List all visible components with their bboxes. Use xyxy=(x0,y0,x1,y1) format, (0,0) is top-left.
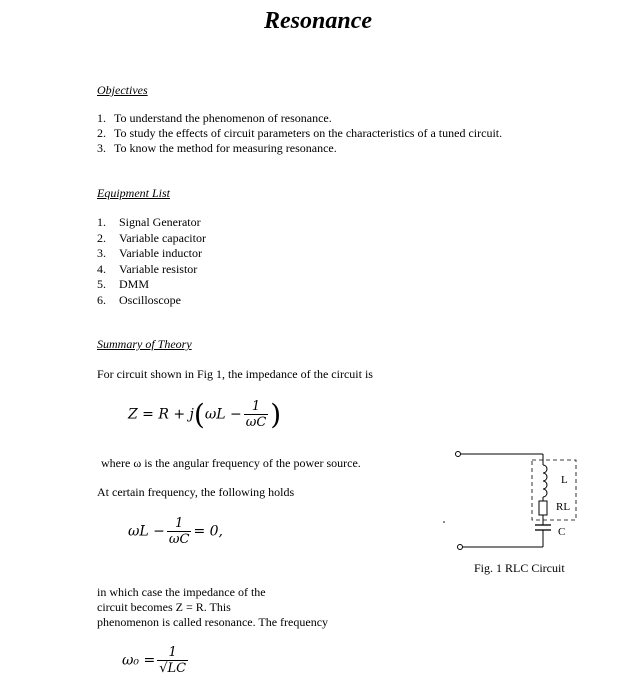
paragraph-line-3: phenomenon is called resonance. The frequency xyxy=(97,615,329,629)
list-item: 2. Variable capacitor xyxy=(97,230,206,245)
figure-caption: Fig. 1 RLC Circuit xyxy=(474,561,565,575)
terminal-top xyxy=(456,452,461,457)
label-c: C xyxy=(558,526,566,538)
paragraph-line-2: circuit becomes Z = R. This xyxy=(97,600,231,614)
rlc-circuit-diagram xyxy=(440,440,590,570)
theory-heading: Summary of Theory xyxy=(97,337,192,351)
list-item: 3. To know the method for measuring resonance. xyxy=(97,141,337,155)
resonant-frequency-equation: ω₀ = $\frac{1}{√LC}$ xyxy=(122,645,187,676)
paragraph-line-1: in which case the impedance of the xyxy=(97,585,266,599)
page-title: Resonance xyxy=(264,8,372,34)
objectives-heading: Objectives xyxy=(97,83,148,97)
list-item: 6. Oscilloscope xyxy=(97,292,181,307)
omega-description: where ω is the angular frequency of the power source. xyxy=(101,456,361,470)
resonance-condition-equation: ωL − $\frac{1}{\omega C}$ = 0, xyxy=(128,516,224,547)
equipment-heading: Equipment List xyxy=(97,186,171,200)
theory-intro: For circuit shown in Fig 1, the impedance of the circuit is xyxy=(97,367,373,381)
list-item: 1. To understand the phenomenon of resonance. xyxy=(97,111,332,125)
resistor-box xyxy=(539,501,547,515)
inductor-coil xyxy=(543,465,547,497)
condition-text: At certain frequency, the following holds xyxy=(97,485,295,499)
list-item: 4. Variable resistor xyxy=(97,261,198,276)
label-l: L xyxy=(561,474,568,486)
label-rl: RL xyxy=(556,501,571,513)
impedance-equation: Z = R + j(ωL − $\frac{1}{\omega C}$ ) xyxy=(128,398,282,431)
objectives-list xyxy=(97,111,502,156)
list-item: 1. Signal Generator xyxy=(97,215,201,229)
equipment-list xyxy=(97,215,206,308)
terminal-bottom xyxy=(458,545,463,550)
list-item: 2. To study the effects of circuit parameters on the characteristics of a tuned circuit. xyxy=(97,126,503,140)
list-item: 5. DMM xyxy=(97,277,150,291)
list-item: 3. Variable inductor xyxy=(97,246,202,260)
